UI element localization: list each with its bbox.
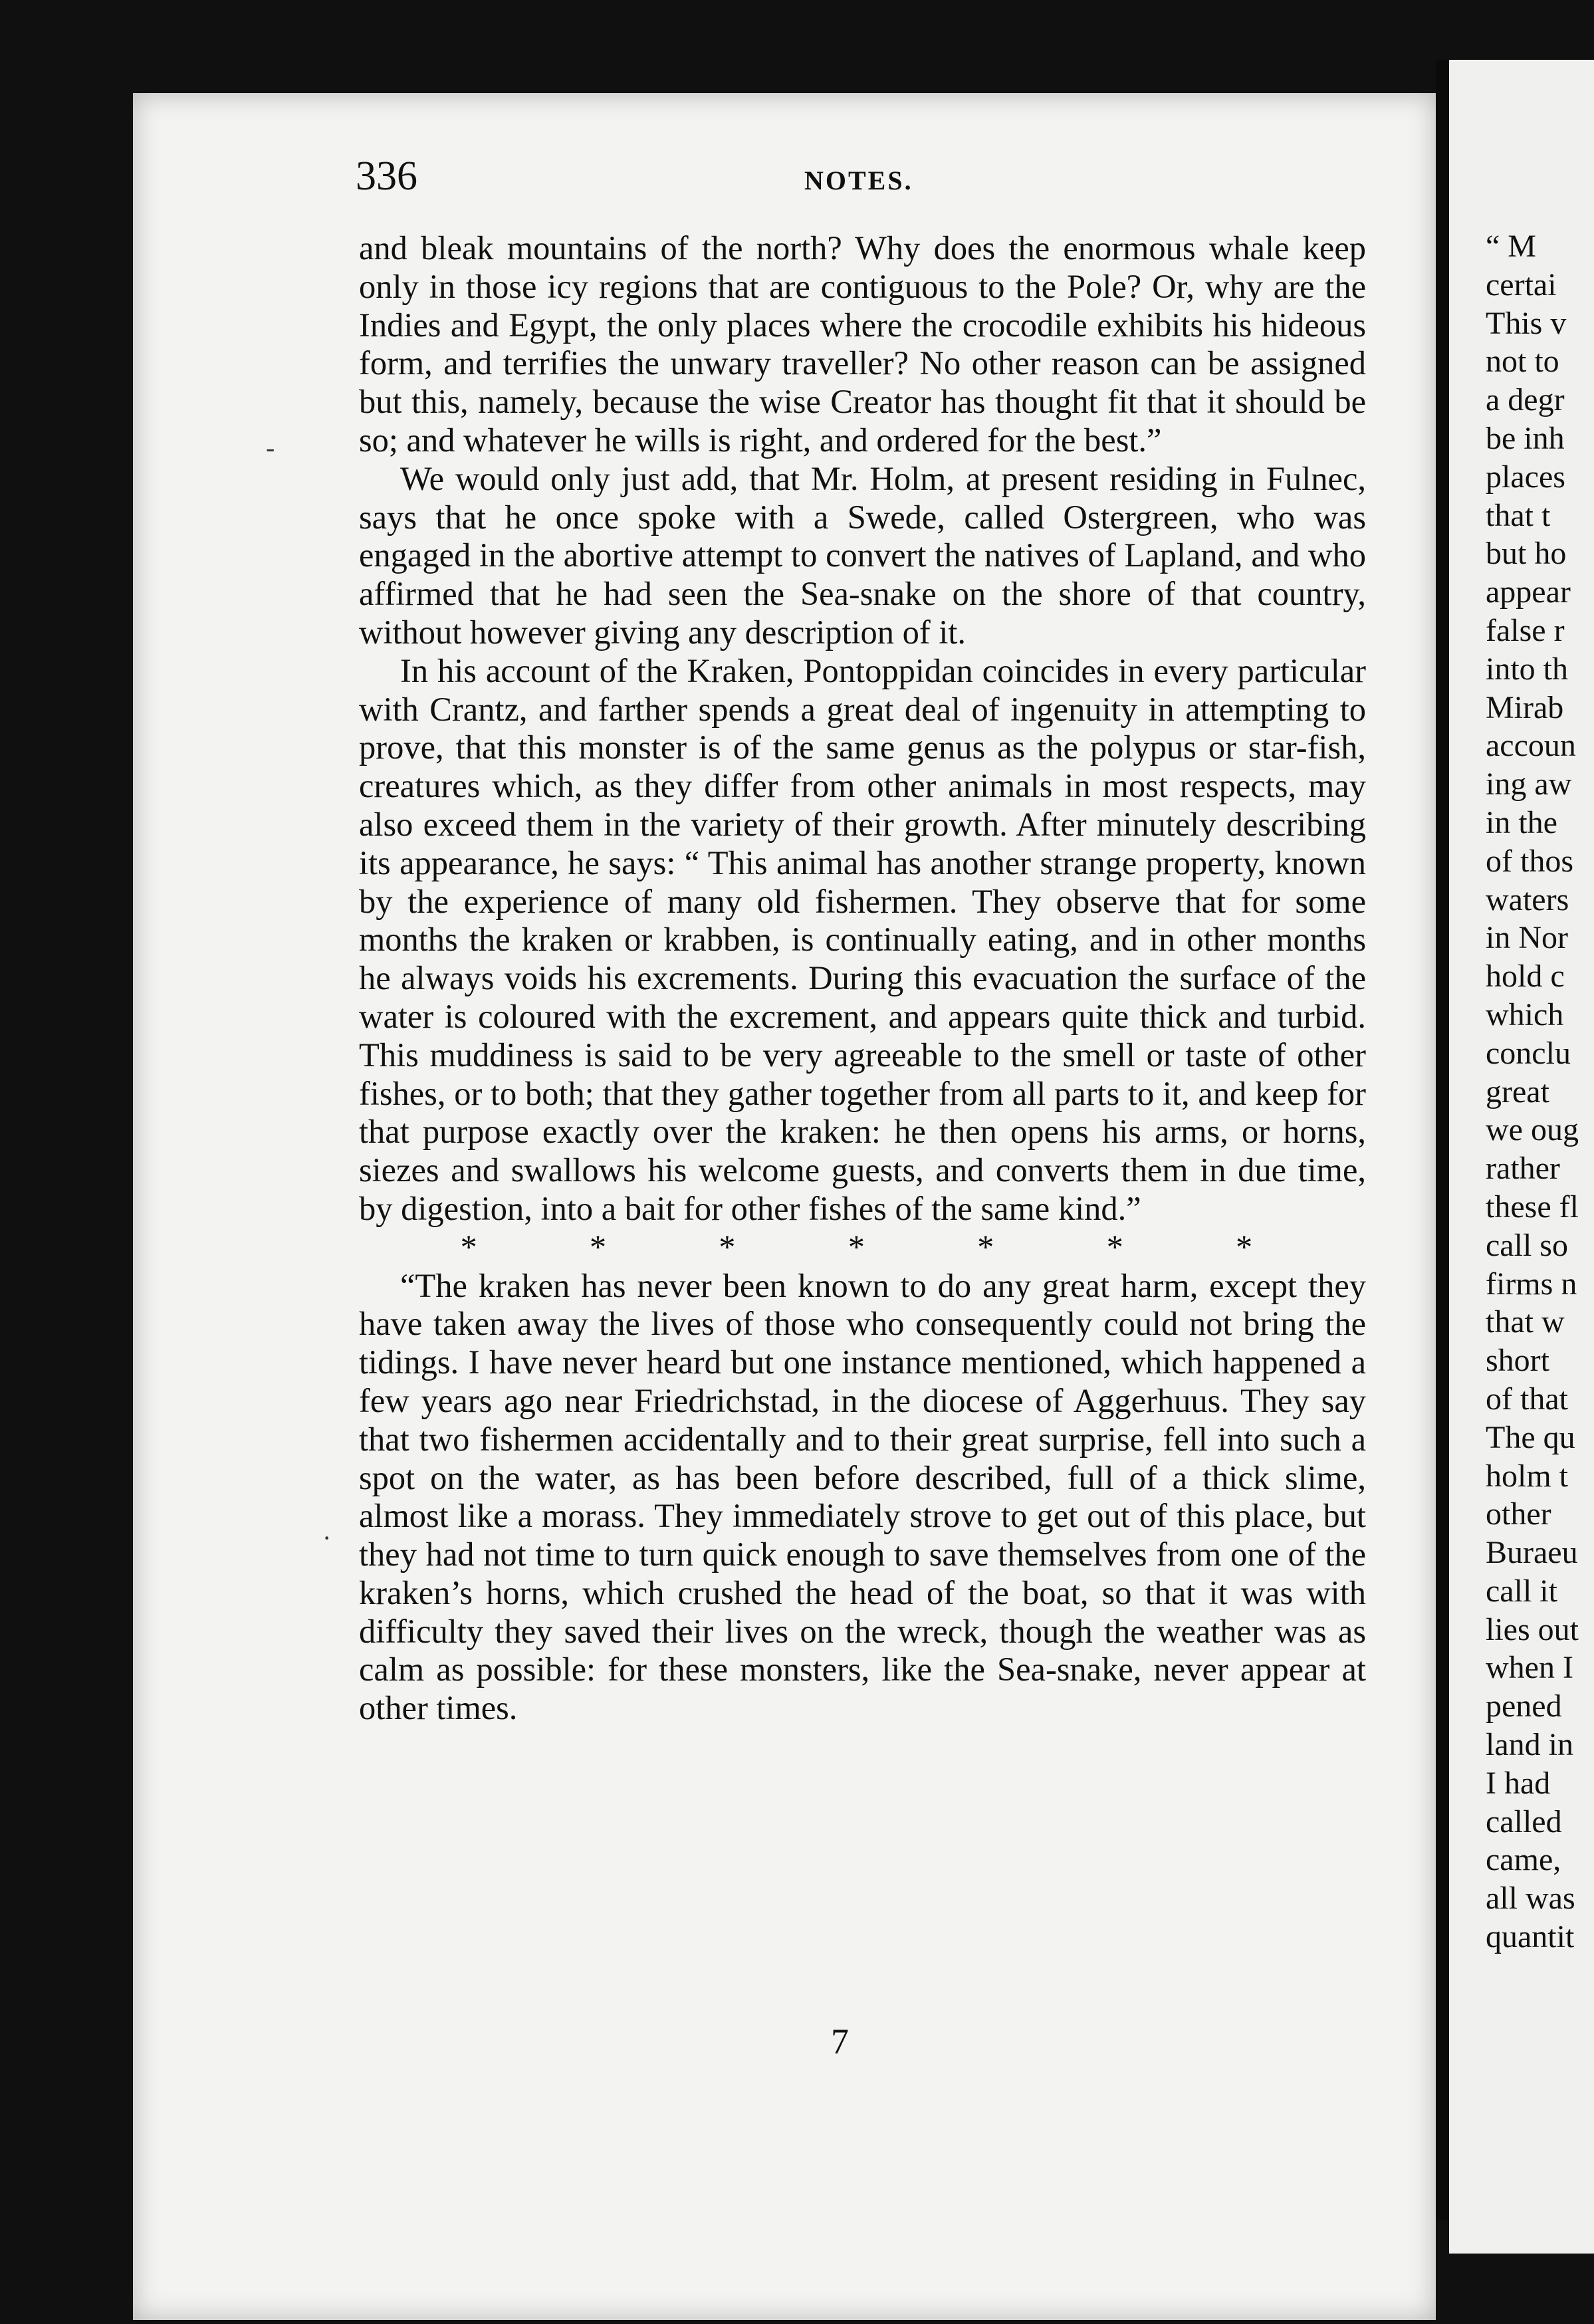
facing-page-line: hold c [1486, 959, 1565, 994]
facing-page-line: great [1486, 1074, 1549, 1109]
facing-page-line: of thos [1486, 843, 1573, 879]
facing-page-line: accoun [1486, 728, 1576, 764]
facing-page-line: land in [1486, 1727, 1573, 1763]
facing-page-line: which [1486, 996, 1564, 1032]
page-header [356, 153, 1379, 206]
facing-page-line: false r [1486, 612, 1565, 648]
paragraph-1: and bleak mountains of the north? Why does the enormous whale keep only in those icy regions that are contiguous to the Pole? Or, why are the Indies and Egypt, the only places where the crocodile exhibits his hideous form, and terrifies the unwary traveller? No other reason can be assigned but this, namely, because the wise Creator has thought fit that it should be so; and whatever he wills is right, and ordered for the best.” [359, 229, 1366, 459]
facing-page-line: waters [1486, 881, 1569, 917]
facing-page-line: holm t [1486, 1458, 1569, 1494]
facing-page-line: Mirab [1486, 689, 1564, 725]
book-gutter [1436, 60, 1449, 2220]
facing-page-line: a degr [1486, 382, 1565, 418]
facing-page-line: quantit [1486, 1919, 1575, 1955]
facing-page-line: certai [1486, 267, 1557, 302]
facing-page-line: but ho [1486, 536, 1567, 572]
facing-page-line: that t [1486, 497, 1551, 533]
facing-page-line: Buraeu [1486, 1535, 1578, 1571]
facing-page-line: of that [1486, 1381, 1568, 1417]
facing-page-line: firms n [1486, 1266, 1577, 1302]
facing-page-line: lies out [1486, 1611, 1579, 1647]
facing-page-line: these fl [1486, 1189, 1579, 1224]
facing-page-line: call so [1486, 1227, 1568, 1263]
facing-page-line: “ M [1486, 229, 1536, 264]
facing-page-text [1486, 227, 1594, 1956]
facing-page-line: pened [1486, 1688, 1562, 1724]
facing-page-line: appear [1486, 574, 1571, 610]
paragraph-3: In his account of the Kraken, Pontoppidan coincides in every particular with Crantz, and farther spends a great deal of ingenuity in attempting to prove, that this monster is of the same genus as the polypus or star-fish, creatures which, as they differ from other animals in most respects, may also exceed them in the variety of their growth. After minutely describing its appearance, he says: “ This animal has another strange property, known by the experience of many old fishermen. They observe that for some months the kraken or krabben, is continually eating, and in other months he always voids his excrements. During this evacuation the surface of the water is coloured with the excrement, and appears quite thick and turbid. This muddiness is said to be very agreeable to the smell or taste of other fishes, or to both; that they gather together from all parts to it, and keep for that purpose exactly over the kraken: he then opens his arms, or horns, siezes and swallows his welcome guests, and converts them in due time, by digestion, into a bait for other fishes of the same kind.” [359, 651, 1366, 1227]
facing-page-line: when I [1486, 1650, 1573, 1686]
facing-page-line: conclu [1486, 1035, 1571, 1071]
facing-page-line: in the [1486, 804, 1557, 840]
facing-page-line: into th [1486, 651, 1569, 687]
facing-page-line: I had [1486, 1765, 1551, 1801]
facing-page-line: short [1486, 1343, 1549, 1379]
signature-mark: 7 [831, 2022, 849, 2061]
facing-page-line: in Nor [1486, 920, 1568, 956]
facing-page-line: came, [1486, 1842, 1561, 1878]
margin-dot: · [322, 1523, 332, 1553]
paragraph-2: We would only just add, that Mr. Holm, at present residing in Fulnec, says that he once spoke with a Swede, called Ostergreen, who was engaged in the abortive attempt to convert the natives of Lapland, and who affirmed that he had seen the Sea-snake on the shore of that country, without however giving any description of it. [359, 459, 1366, 651]
facing-page-line: call it [1486, 1573, 1557, 1609]
facing-page-line: not to [1486, 344, 1559, 380]
facing-page-line: all was [1486, 1881, 1575, 1917]
facing-page-line: ing aw [1486, 766, 1572, 802]
facing-page-line: be inh [1486, 420, 1565, 456]
facing-page-line: that w [1486, 1304, 1565, 1340]
facing-page-line: we oug [1486, 1112, 1579, 1148]
paragraph-4: “The kraken has never been known to do any great harm, except they have taken away the lives of those who consequently could not bring the tidings. I have never heard but one instance mentioned, which happened a few years ago near Friedrichstad, in the diocese of Aggerhuus. They say that two fishermen accidentally and to their great surprise, fell into such a spot on the water, as has been before described, full of a thick slime, almost like a morass. They immediately strove to get out of this place, but they had not time to turn quick enough to save themselves from one of the kraken’s horns, which crushed the head of the boat, so that it was with difficulty they saved their lives on the wreck, though the weather was as calm as possible: for these monsters, like the Sea-snake, never appear at other times. [359, 1266, 1366, 1727]
facing-page-line: rather [1486, 1151, 1560, 1187]
page-number: 336 [356, 154, 417, 199]
facing-page-line: called [1486, 1803, 1562, 1839]
section-break-asterisks: * * * * * * * [460, 1228, 1305, 1266]
margin-dash: ‐ [266, 433, 275, 463]
facing-page-line: places [1486, 459, 1565, 495]
facing-page-line: The qu [1486, 1419, 1575, 1455]
facing-page-line: other [1486, 1496, 1551, 1532]
main-text [359, 229, 1366, 1728]
running-head: NOTES. [804, 166, 913, 195]
facing-page-line: This v [1486, 305, 1567, 341]
